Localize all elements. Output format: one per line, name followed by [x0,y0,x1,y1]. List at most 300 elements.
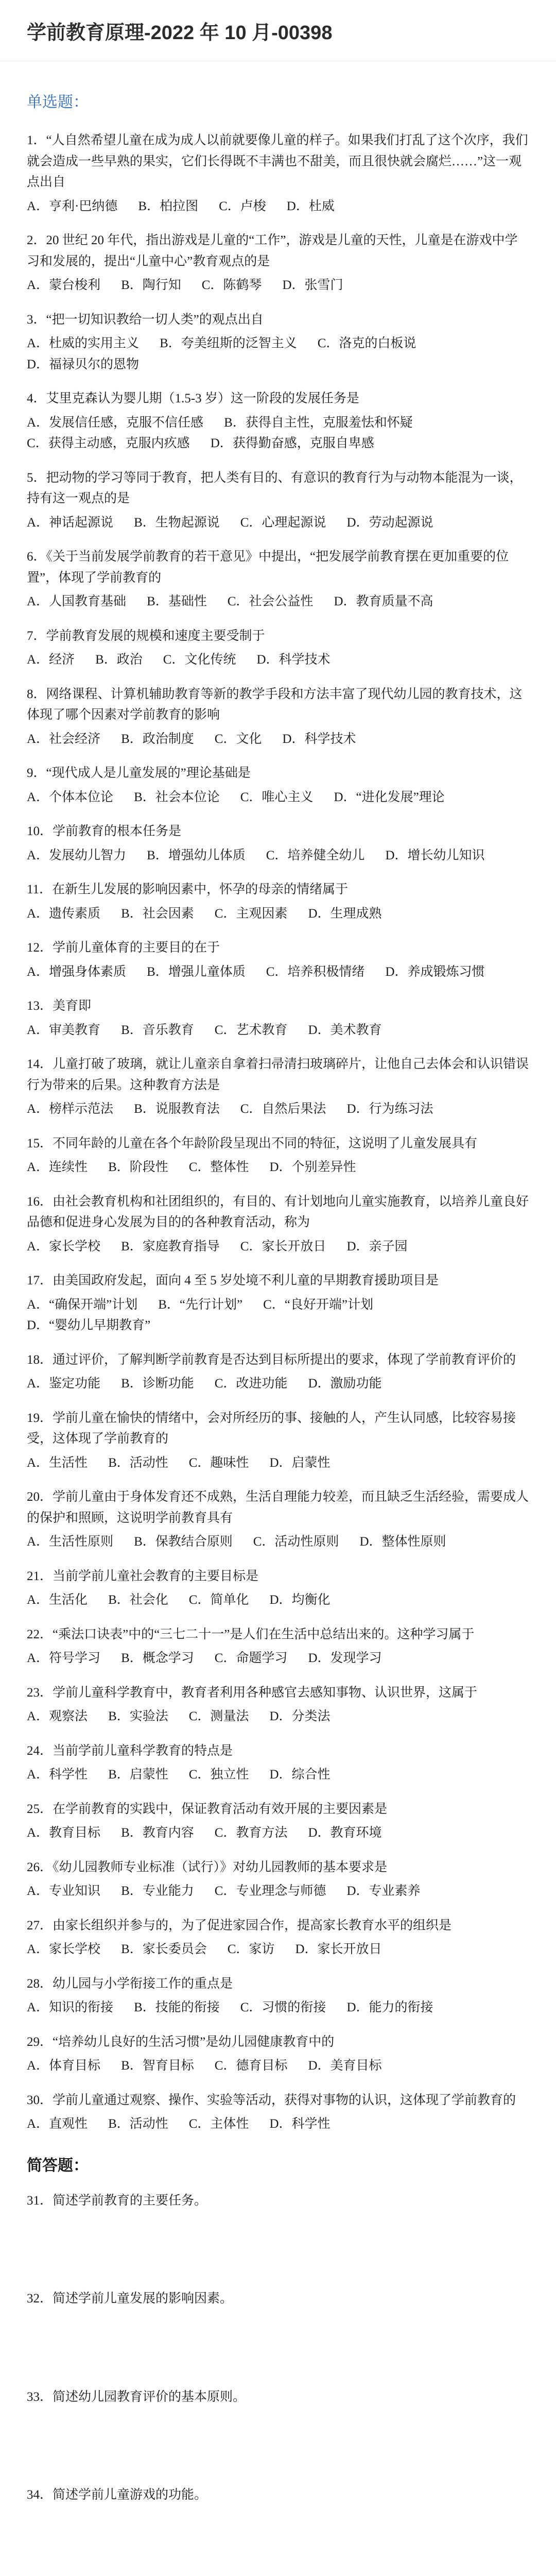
question-dot: ． [40,1860,53,1874]
option-row [27,591,529,613]
short-question-number: 31 [27,2193,40,2208]
option-item: B．教育内容 [121,1826,194,1840]
question-item [27,1741,529,1786]
option-item: A．人国教育基础 [27,595,127,608]
option-item: B．获得自主性，克服羞怯和怀疑 [224,415,413,430]
option-item: D．发现学习 [308,1651,382,1665]
question-number: 27 [27,1918,40,1933]
question-text [27,1624,529,1646]
question-text [27,1683,529,1704]
question-number: 10 [27,824,40,838]
question-stem: 儿童打破了玻璃，就让儿童亲自拿着扫帚清扫玻璃碎片，让他自己去体会和认识错误行为带来的后果。这种教育方法是 [27,1057,529,1092]
question-item [27,821,529,866]
question-stem: 20 世纪 20 年代，指出游戏是儿童的“工作”，游戏是儿童的天性，儿童是在游戏中学习和发展的，提出“儿童中心”教育观点的是 [27,233,518,268]
question-text [27,1857,529,1878]
option-row [27,1881,529,1902]
question-text [27,1133,529,1155]
option-item: B．启蒙性 [108,1768,168,1782]
option-item: C．教育方法 [214,1826,288,1840]
question-number: 19 [27,1411,40,1425]
question-text [27,996,529,1017]
question-text [27,230,529,272]
option-item: A．发展信任感，克服不信任感 [27,415,204,430]
option-item: A．观察法 [27,1709,88,1723]
question-dot: ． [33,470,46,485]
question-item [27,547,529,613]
question-number: 7 [27,629,33,643]
option-item: C．培养积极情绪 [266,964,365,979]
option-row [27,1099,529,1120]
option-row [27,333,529,375]
option-item: B．活动性 [108,2117,168,2131]
option-row [27,1939,529,1960]
option-item: B．诊断功能 [121,1377,194,1391]
question-text [27,547,529,588]
option-item: D．个别差异性 [269,1160,356,1174]
option-row [27,1374,529,1395]
question-number: 20 [27,1490,40,1504]
question-item [27,1054,529,1120]
question-number: 25 [27,1802,40,1816]
question-stem: 在学前教育的实践中，保证教育活动有效开展的主要因素是 [53,1802,388,1816]
option-item: D．科学技术 [282,732,356,746]
option-item: B．概念学习 [121,1651,194,1665]
option-row [27,1765,529,1786]
question-item [27,1683,529,1727]
option-item: D．综合性 [269,1768,331,1782]
option-item: B．生物起源说 [134,515,220,530]
question-dot: ． [33,133,46,147]
option-item: B．增强儿童体质 [147,964,246,979]
question-number: 13 [27,999,40,1013]
question-text [27,468,529,510]
question-stem: “人自然希望儿童在成为成人以前就要像儿童的样子。如果我们打乱了这个次序，我们就会造成一些早熟的果实，它们长得既不丰满也不甜美，而且很快就会腐烂……”这一观点出自 [27,133,528,189]
question-item [27,1133,529,1178]
option-item: B．柏拉图 [138,199,199,213]
option-item: B．智育目标 [121,2059,194,2073]
option-row [27,845,529,867]
option-item: D．教育环境 [308,1826,382,1840]
question-stem: 当前学前儿童科学教育的特点是 [53,1743,233,1758]
option-item: C．文化传统 [163,653,236,667]
question-stem: 艾里克森认为婴儿期（1.5-3 岁）这一阶段的发展任务是 [46,392,359,405]
question-text [27,1487,529,1529]
question-stem: 在新生儿发展的影响因素中，怀孕的母亲的情绪属于 [52,883,349,896]
question-text [27,1054,529,1096]
option-item: D．美术教育 [308,1023,382,1037]
option-item: D．科学性 [269,2117,331,2131]
option-item: B．保教结合原则 [134,1535,233,1549]
option-item: A．符号学习 [27,1651,101,1665]
question-text [27,1974,529,1995]
question-item [27,2032,529,2077]
option-row [27,413,529,454]
question-item [27,1408,529,1474]
question-item [27,1624,529,1669]
question-dot: ． [40,1352,53,1367]
option-item: A．社会经济 [27,732,101,746]
question-stem: 学前儿童由于身体发育还不成熟，生活自理能力较差，而且缺乏生活经验，需要成人的保护和照顾，这说明学前教育具有 [27,1490,529,1525]
option-item: B．陶行知 [121,278,181,292]
option-item: A．生活化 [27,1593,88,1607]
option-item: C．自然后果法 [240,1102,326,1116]
option-item: D．科学技术 [256,653,331,667]
question-stem: 幼儿园与小学衔接工作的重点是 [53,1976,233,1991]
question-item [27,684,529,750]
question-text [27,1408,529,1450]
short-question-text: 简述学前教育的主要任务。 [53,2193,207,2208]
question-number: 21 [27,1569,40,1583]
question-dot: ． [40,1918,53,1933]
option-item: C．“良好开端”计划 [263,1297,373,1312]
option-item: C．习惯的衔接 [240,2001,326,2014]
option-item: D．福禄贝尔的恩物 [27,357,140,371]
option-item: D．行为练习法 [346,1102,433,1116]
question-number: 24 [27,1743,40,1758]
short-question-dot: ． [40,2389,53,2404]
option-row [27,1997,529,2019]
question-number: 9 [27,766,33,780]
option-item: B．说服教育法 [134,1102,220,1116]
option-item: B．政治制度 [121,732,194,746]
question-text [27,821,529,842]
question-number: 22 [27,1627,40,1641]
option-item: B．音乐教育 [121,1023,194,1037]
option-item: B．夸美纽斯的泛智主义 [160,336,297,350]
short-question-dot: ． [40,2193,53,2208]
short-question-number: 32 [27,2292,40,2306]
question-number: 11 [27,883,40,896]
question-number: 16 [27,1194,40,1209]
question-dot: ． [40,1743,53,1758]
question-text [27,1350,529,1371]
short-answer-heading: 简答题： [27,2157,89,2174]
question-stem: 由社会教育机构和社团组织的，有目的、有计划地向儿童实施教育，以培养儿童良好品德和促进身心发展为目的的各种教育活动，称为 [27,1194,529,1229]
question-text [27,1566,529,1587]
question-stem: “现代成人是儿童发展的”理论基础是 [46,766,251,780]
option-item: B．“先行计划” [158,1297,243,1312]
short-question-dot: ． [40,2488,53,2502]
option-item: B．政治 [95,653,143,667]
option-item: A．家长学校 [27,1942,101,1956]
option-item: A．亨利·巴纳德 [27,199,118,213]
question-number: 18 [27,1352,40,1367]
option-item: C．测量法 [188,1709,249,1723]
option-item: B．增强幼儿体质 [147,848,246,862]
question-stem: 把动物的学习等同于教育，把人类有目的、有意识的教育行为与动物本能混为一谈，持有这一观点的是 [27,470,523,505]
question-stem: 由家长组织并参与的，为了促进家园合作，提高家长教育水平的组织是 [53,1918,452,1933]
option-item: B．家长委员会 [121,1942,207,1956]
option-item: A．经济 [27,653,75,667]
option-item: D．家长开放日 [295,1942,382,1956]
option-item: C．整体性 [188,1160,249,1174]
question-number: 30 [27,2093,40,2107]
short-question-dot: ． [40,2292,53,2306]
option-item: C．家访 [227,1942,275,1956]
short-question-text: 简述幼儿园教育评价的基本原则。 [53,2389,246,2404]
option-item: A．榜样示范法 [27,1102,114,1116]
question-text [27,130,529,193]
option-item: D．杜威 [286,199,335,213]
question-stem: “培养幼儿良好的生活习惯”是幼儿园健康教育中的 [53,2035,335,2049]
question-item [27,879,529,924]
option-item: A．审美教育 [27,1023,101,1037]
option-item: A．教育目标 [27,1826,101,1840]
option-item: D．“进化发展”理论 [334,790,445,804]
question-item [27,1270,529,1336]
option-item: B．技能的衔接 [134,2001,220,2014]
question-text [27,310,529,331]
question-text [27,879,529,901]
question-item [27,468,529,534]
option-item: C．卢梭 [219,199,266,213]
question-number: 12 [27,941,40,955]
option-item: A．科学性 [27,1768,88,1782]
question-dot: ． [33,392,46,405]
document-content [0,61,556,2576]
option-row [27,1532,529,1553]
question-dot: ． [40,941,53,955]
option-item: C．主观因素 [214,906,288,921]
option-item: D．专业素养 [346,1884,421,1898]
question-text [27,626,529,647]
option-row [27,2056,529,2077]
question-stem: 学前儿童体育的主要目的在于 [53,941,220,955]
option-item: A．生活性原则 [27,1535,114,1549]
short-question [27,2289,529,2310]
question-number: 6 [27,550,33,564]
option-item: D．增长幼儿知识 [385,848,485,862]
option-row [27,787,529,808]
option-item: D．均衡化 [269,1593,331,1607]
option-item: A．体育目标 [27,2059,101,2073]
option-row [27,1236,529,1258]
question-dot: ． [40,1569,53,1583]
question-stem: 不同年龄的儿童在各个年龄阶段呈现出不同的特征，这说明了儿童发展具有 [53,1136,478,1150]
question-item [27,938,529,982]
question-item [27,388,529,454]
option-row [27,729,529,750]
question-number: 4 [27,392,33,405]
question-item [27,310,529,376]
option-item: C．趣味性 [188,1455,249,1470]
question-stem: “乘法口诀表”中的“三七二十一”是人们在生活中总结出来的。这种学习属于 [53,1627,475,1641]
option-item: D．亲子园 [346,1239,408,1253]
option-row [27,904,529,925]
option-item: D．张雪门 [282,278,343,292]
option-item: D．美育目标 [308,2059,382,2073]
page-header [0,0,556,61]
question-item [27,1857,529,1902]
short-question-text: 简述学前儿童发展的影响因素。 [53,2292,233,2306]
question-item [27,1192,529,1258]
option-item: C．洛克的白板说 [317,336,416,350]
option-item: B．家庭教育指导 [121,1239,220,1253]
question-item [27,230,529,296]
option-row [27,1590,529,1611]
question-dot: ． [40,1627,53,1641]
question-stem: 由美国政府发起，面向 4 至 5 岁处境不利儿童的早期教育援助项目是 [53,1274,439,1287]
option-row [27,1020,529,1041]
option-item: D．“婴幼儿早期教育” [27,1318,151,1332]
question-number: 14 [27,1057,40,1071]
short-question-text: 简述学前儿童游戏的功能。 [53,2488,207,2502]
question-dot: ． [40,1194,53,1209]
option-item: C．活动性原则 [253,1535,339,1549]
question-dot: ． [33,687,46,701]
option-item: C．培养健全幼儿 [266,848,365,862]
option-row [27,962,529,983]
question-dot: ． [40,1976,53,1991]
option-item: A．神话起源说 [27,515,114,530]
option-item: C．主体性 [188,2117,249,2131]
question-text [27,763,529,784]
question-dot: ． [33,629,46,643]
option-item: D．教育质量不高 [334,595,433,608]
question-text [27,1799,529,1820]
page-title: 学前教育原理-2022 年 10 月-00398 [27,22,333,44]
short-question [27,2191,529,2212]
question-dot: ． [33,550,46,564]
option-item: A．知识的衔接 [27,2001,114,2014]
question-stem: 网络课程、计算机辅助教育等新的教学手段和方法丰富了现代幼儿园的教育技术，这体现了哪个因素对学前教育的影响 [27,687,523,722]
question-stem: 通过评价，了解判断学前教育是否达到目标所提出的要求，体现了学前教育评价的 [53,1352,516,1367]
question-dot: ． [40,1136,53,1150]
question-number: 8 [27,687,33,701]
question-stem: 《幼儿园教师专业标准（试行）》对幼儿园教师的基本要求是 [53,1860,388,1874]
question-text [27,1916,529,1937]
question-list [27,130,529,2135]
option-item: A．生活性 [27,1455,88,1470]
option-item: C．家长开放日 [240,1239,326,1253]
option-item: B．社会化 [108,1593,168,1607]
option-row [27,1453,529,1474]
option-item: A．鉴定功能 [27,1377,101,1391]
option-item: C．艺术教育 [214,1023,288,1037]
option-item: D．分类法 [269,1709,331,1723]
question-number: 23 [27,1685,40,1700]
question-number: 1 [27,133,33,147]
question-number: 5 [27,470,33,485]
option-item: C．获得主动感，克服内疚感 [27,436,190,450]
option-row [27,513,529,534]
question-number: 28 [27,1976,40,1991]
option-item: A．杜威的实用主义 [27,336,140,350]
question-stem: 学前教育发展的规模和速度主要受制于 [46,629,265,643]
option-item: B．阶段性 [108,1160,168,1174]
question-item [27,996,529,1041]
question-number: 3 [27,312,33,327]
question-text [27,1741,529,1762]
question-item [27,130,529,217]
short-question-list [27,2191,529,2576]
option-row [27,196,529,217]
question-stem: 当前学前儿童社会教育的主要目标是 [53,1569,259,1583]
question-item [27,626,529,671]
option-item: A．增强身体素质 [27,964,127,979]
question-item [27,1566,529,1611]
option-item: D．启蒙性 [269,1455,331,1470]
option-item: C．文化 [214,732,262,746]
option-item: D．激励功能 [308,1377,382,1391]
short-question [27,2485,529,2506]
option-item: B．活动性 [108,1455,168,1470]
question-dot: ． [33,312,46,327]
question-item [27,763,529,808]
short-question [27,2387,529,2408]
question-dot: ． [40,824,53,838]
question-item [27,1916,529,1960]
short-question-number: 33 [27,2389,40,2404]
question-text [27,2090,529,2111]
option-item: C．社会公益性 [227,595,314,608]
question-item [27,1974,529,2019]
option-item: A．个体本位论 [27,790,114,804]
option-item: C．命题学习 [214,1651,288,1665]
question-stem: “把一切知识教给一切人类”的观点出自 [46,312,264,327]
short-question-number: 34 [27,2488,40,2502]
option-row [27,650,529,671]
option-item: A．蒙台梭利 [27,278,101,292]
option-row [27,1648,529,1669]
option-row [27,275,529,296]
option-row [27,2114,529,2135]
question-item [27,1350,529,1395]
option-item: C．德育目标 [214,2059,288,2073]
option-item: D．整体性原则 [359,1535,446,1549]
question-dot: ． [40,999,53,1013]
option-item: B．社会因素 [121,906,194,921]
question-number: 17 [27,1274,40,1287]
option-item: D．获得勤奋感，克服自卑感 [210,436,374,450]
option-row [27,1706,529,1727]
question-stem: 美育即 [53,999,92,1013]
question-dot: ． [39,883,53,896]
question-text [27,684,529,726]
question-item [27,2090,529,2135]
option-item: C．专业理念与师德 [214,1884,326,1898]
option-item: C．心理起源说 [240,515,326,530]
question-stem: 学前儿童通过观察、操作、实验等活动，获得对事物的认识，这体现了学前教育的 [53,2093,516,2107]
option-item: A．直观性 [27,2117,88,2131]
option-item: A．发展幼儿智力 [27,848,127,862]
option-item: D．养成锻炼习惯 [385,964,485,979]
option-item: C．改进功能 [214,1377,288,1391]
option-item: C．陈鹤琴 [201,278,262,292]
option-item: A．遗传素质 [27,906,101,921]
option-item: C．唯心主义 [240,790,314,804]
option-item: B．社会本位论 [134,790,220,804]
option-item: A．连续性 [27,1160,88,1174]
question-number: 26 [27,1860,40,1874]
question-text [27,388,529,410]
option-item: A．家长学校 [27,1239,101,1253]
option-item: A．专业知识 [27,1884,101,1898]
option-item: C．独立性 [188,1768,249,1782]
option-item: B．专业能力 [121,1884,194,1898]
question-stem: 学前教育的根本任务是 [53,824,182,838]
question-text [27,1270,529,1292]
option-item: D．劳动起源说 [346,515,433,530]
question-dot: ． [40,1685,53,1700]
question-dot: ． [40,1802,53,1816]
question-item [27,1487,529,1553]
option-row [27,1823,529,1844]
question-item [27,1799,529,1844]
question-dot: ． [33,233,46,247]
question-dot: ． [40,2093,53,2107]
option-item: B．实验法 [108,1709,168,1723]
